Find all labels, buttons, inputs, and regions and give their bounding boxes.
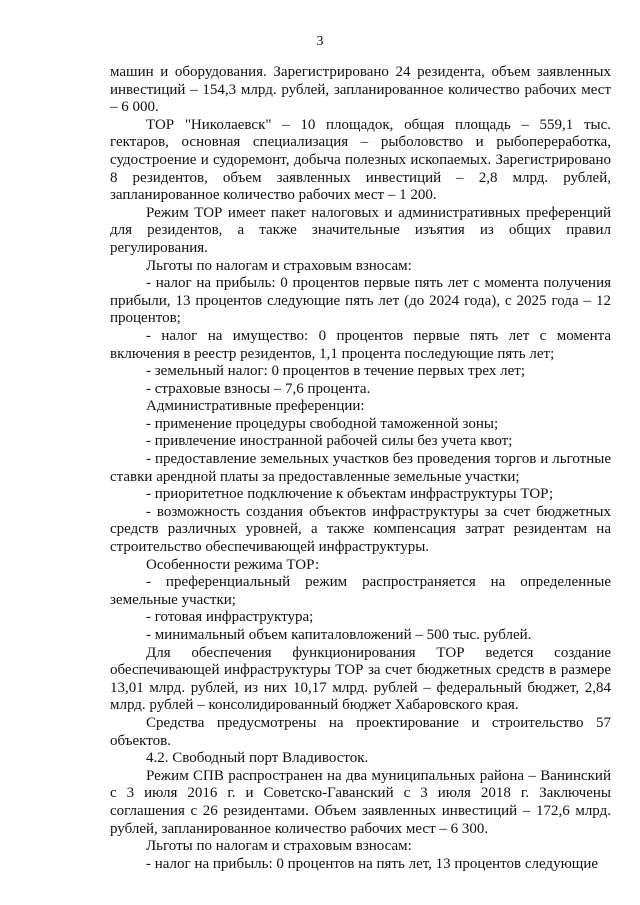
paragraph: Административные преференции: bbox=[146, 398, 365, 415]
paragraph: Режим СПВ распространен на два муниципальных района – Ванинский с 3 июля 2016 г. и Советско-Гаванский с 3 июля 2018 г. Заключены соглашения с 26 резидентами. Объем заявленных инвестиций – 172,6 млрд. рублей, запланированное количество рабочих мест – 6 300. bbox=[110, 767, 611, 837]
paragraph: 4.2. Свободный порт Владивосток. bbox=[146, 750, 369, 767]
paragraph: Для обеспечения функционирования ТОР ведется создание обеспечивающей инфраструктуры ТОР за счет бюджетных средств в размере 13,01 млрд. рублей, из них 10,17 млрд. рублей – федеральный бюджет, 2,84 млрд. рублей – консолидированный бюджет Хабаровского края. bbox=[110, 644, 611, 714]
paragraph: - готовая инфраструктура; bbox=[146, 609, 314, 626]
paragraph: Льготы по налогам и страховым взносам: bbox=[146, 257, 412, 274]
paragraph: - земельный налог: 0 процентов в течение первых трех лет; bbox=[146, 363, 525, 380]
paragraph: Средства предусмотрены на проектирование и строительство 57 объектов. bbox=[110, 714, 611, 749]
paragraph: - налог на прибыль: 0 процентов на пять лет, 13 процентов следующие bbox=[146, 855, 599, 872]
paragraph: Режим ТОР имеет пакет налоговых и административных преференций для резидентов, а также значительные изъятия из общих правил регулирования. bbox=[110, 204, 611, 256]
paragraph: - преференциальный режим распространяется на определенные земельные участки; bbox=[110, 574, 611, 608]
paragraph: - налог на имущество: 0 процентов первые пять лет с момента включения в реестр резидентов, 1,1 процента последующие пять лет; bbox=[110, 327, 611, 362]
document-body bbox=[110, 64, 611, 873]
paragraph: машин и оборудования. Зарегистрировано 24 резидента, объем заявленных инвестиций – 154,3 млрд. рублей, запланированное количество рабочих мест – 6 000. bbox=[110, 64, 611, 116]
paragraph: Льготы по налогам и страховым взносам: bbox=[146, 838, 412, 855]
paragraph: - применение процедуры свободной таможенной зоны; bbox=[146, 415, 499, 432]
paragraph: - возможность создания объектов инфраструктуры за счет бюджетных средств различных уровней, а также компенсация затрат резидентам на строительство обеспечивающей инфраструктуры. bbox=[110, 503, 611, 556]
paragraph: Особенности режима ТОР: bbox=[146, 556, 320, 573]
paragraph: - предоставление земельных участков без проведения торгов и льготные ставки арендной платы за предоставленные земельные участки; bbox=[110, 451, 611, 485]
paragraph: - страховые взносы – 7,6 процента. bbox=[146, 380, 371, 397]
paragraph: - налог на прибыль: 0 процентов первые пять лет с момента получения прибыли, 13 процентов следующие пять лет (до 2024 года), с 2025 года – 12 процентов; bbox=[110, 275, 611, 327]
paragraph: - минимальный объем капиталовложений – 500 тыс. рублей. bbox=[146, 627, 532, 643]
paragraph: - приоритетное подключение к объектам инфраструктуры ТОР; bbox=[146, 486, 554, 503]
paragraph: ТОР "Николаевск" – 10 площадок, общая площадь – 559,1 тыс. гектаров, основная специализация – рыболовство и рыбопереработка, судостроение и судоремонт, добыча полезных ископаемых. Зарегистрировано 8 резидентов, объем заявленных инвестиций – 2,8 млрд. рублей, запланированное количество рабочих мест – 1 200. bbox=[110, 116, 611, 204]
page-number: 3 bbox=[316, 34, 324, 49]
paragraph: - привлечение иностранной рабочей силы без учета квот; bbox=[146, 433, 513, 450]
